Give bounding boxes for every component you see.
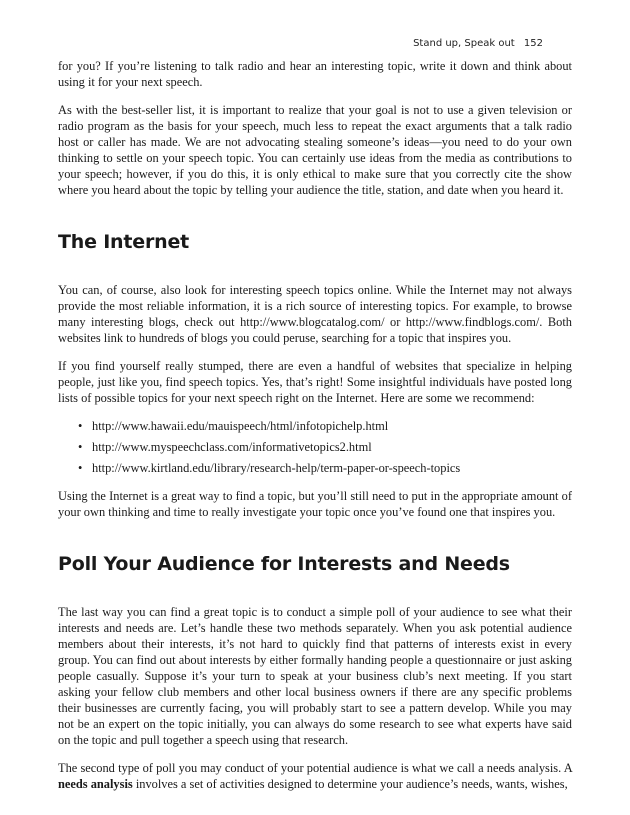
paragraph: for you? If you’re listening to talk radio and hear an interesting topic, write it down and think about using it for your next speech. xyxy=(58,59,572,89)
link-list xyxy=(58,418,572,476)
running-title: Stand up, Speak out xyxy=(413,38,515,49)
list-item-link[interactable]: • http://www.myspeechclass.com/informativetopics2.html xyxy=(92,439,572,455)
page-body xyxy=(58,58,572,804)
section-heading-poll: Poll Your Audience for Interests and Needs xyxy=(58,553,510,575)
paragraph: The last way you can find a great topic is to conduct a simple poll of your audience to see what their interests and needs are. Let’s handle these two methods separately. When you ask potential audience members about their interests, it’s not hard to quickly find that patterns of interests exist in every group. You can find out about interests by either formally handing people a questionnaire or just asking people casually. Suppose it’s your turn to speak at your business club’s next meeting. If you start asking your fellow club members and other local business owners if there are any specific problems their businesses are currently facing, you will probably start to see a pattern develop. While you may not be an expert on the topic initially, you can always do some research to see what experts have said on the topic and pull together a speech using that research. xyxy=(58,605,572,747)
term-needs-analysis: needs analysis xyxy=(58,777,133,791)
section-heading-internet: The Internet xyxy=(58,231,190,253)
paragraph xyxy=(58,760,572,792)
paragraph-text: involves a set of activities designed to determine your audience’s needs, wants, wishes, xyxy=(135,777,568,791)
paragraph: If you find yourself really stumped, there are even a handful of websites that specialize in helping people, just like you, find speech topics. Yes, that’s right! Some insightful individuals have posted long lists of possible topics for your next speech right on the Internet. Here are some we recommend: xyxy=(58,359,572,405)
paragraph: Using the Internet is a great way to find a topic, but you’ll still need to put in the appropriate amount of your own thinking and time to really investigate your topic once you’ve found one that inspires you. xyxy=(58,489,572,519)
paragraph: You can, of course, also look for interesting speech topics online. While the Internet may not always provide the most reliable information, it is a rich source of interesting topics. For example, to browse many interesting blogs, check out http://www.blogcatalog.com/ or http://www.findblogs.com/. Both websites link to hundreds of blogs you could peruse, searching for a topic that inspires you. xyxy=(58,283,572,345)
paragraph: As with the best-seller list, it is important to realize that your goal is not to use a given television or radio program as the basis for your speech, much less to repeat the exact arguments that a talk radio host or caller has made. We are not advocating stealing someone’s ideas—you need to do your own thinking to settle on your speech topic. You can certainly use ideas from the media as contributions to your speech; however, if you do this, it is only ethical to make sure that you correctly cite the show where you heard about the topic by telling your audience the title, station, and date when you heard it. xyxy=(58,103,572,197)
running-header xyxy=(413,38,543,49)
paragraph-text: The second type of poll you may conduct of your potential audience is what we call a needs analysis. A xyxy=(58,761,572,775)
list-item-link[interactable]: • http://www.kirtland.edu/library/research-help/term-paper-or-speech-topics xyxy=(92,460,572,476)
list-item-link[interactable]: • http://www.hawaii.edu/mauispeech/html/infotopichelp.html xyxy=(92,418,572,434)
page-number: 152 xyxy=(523,38,543,49)
